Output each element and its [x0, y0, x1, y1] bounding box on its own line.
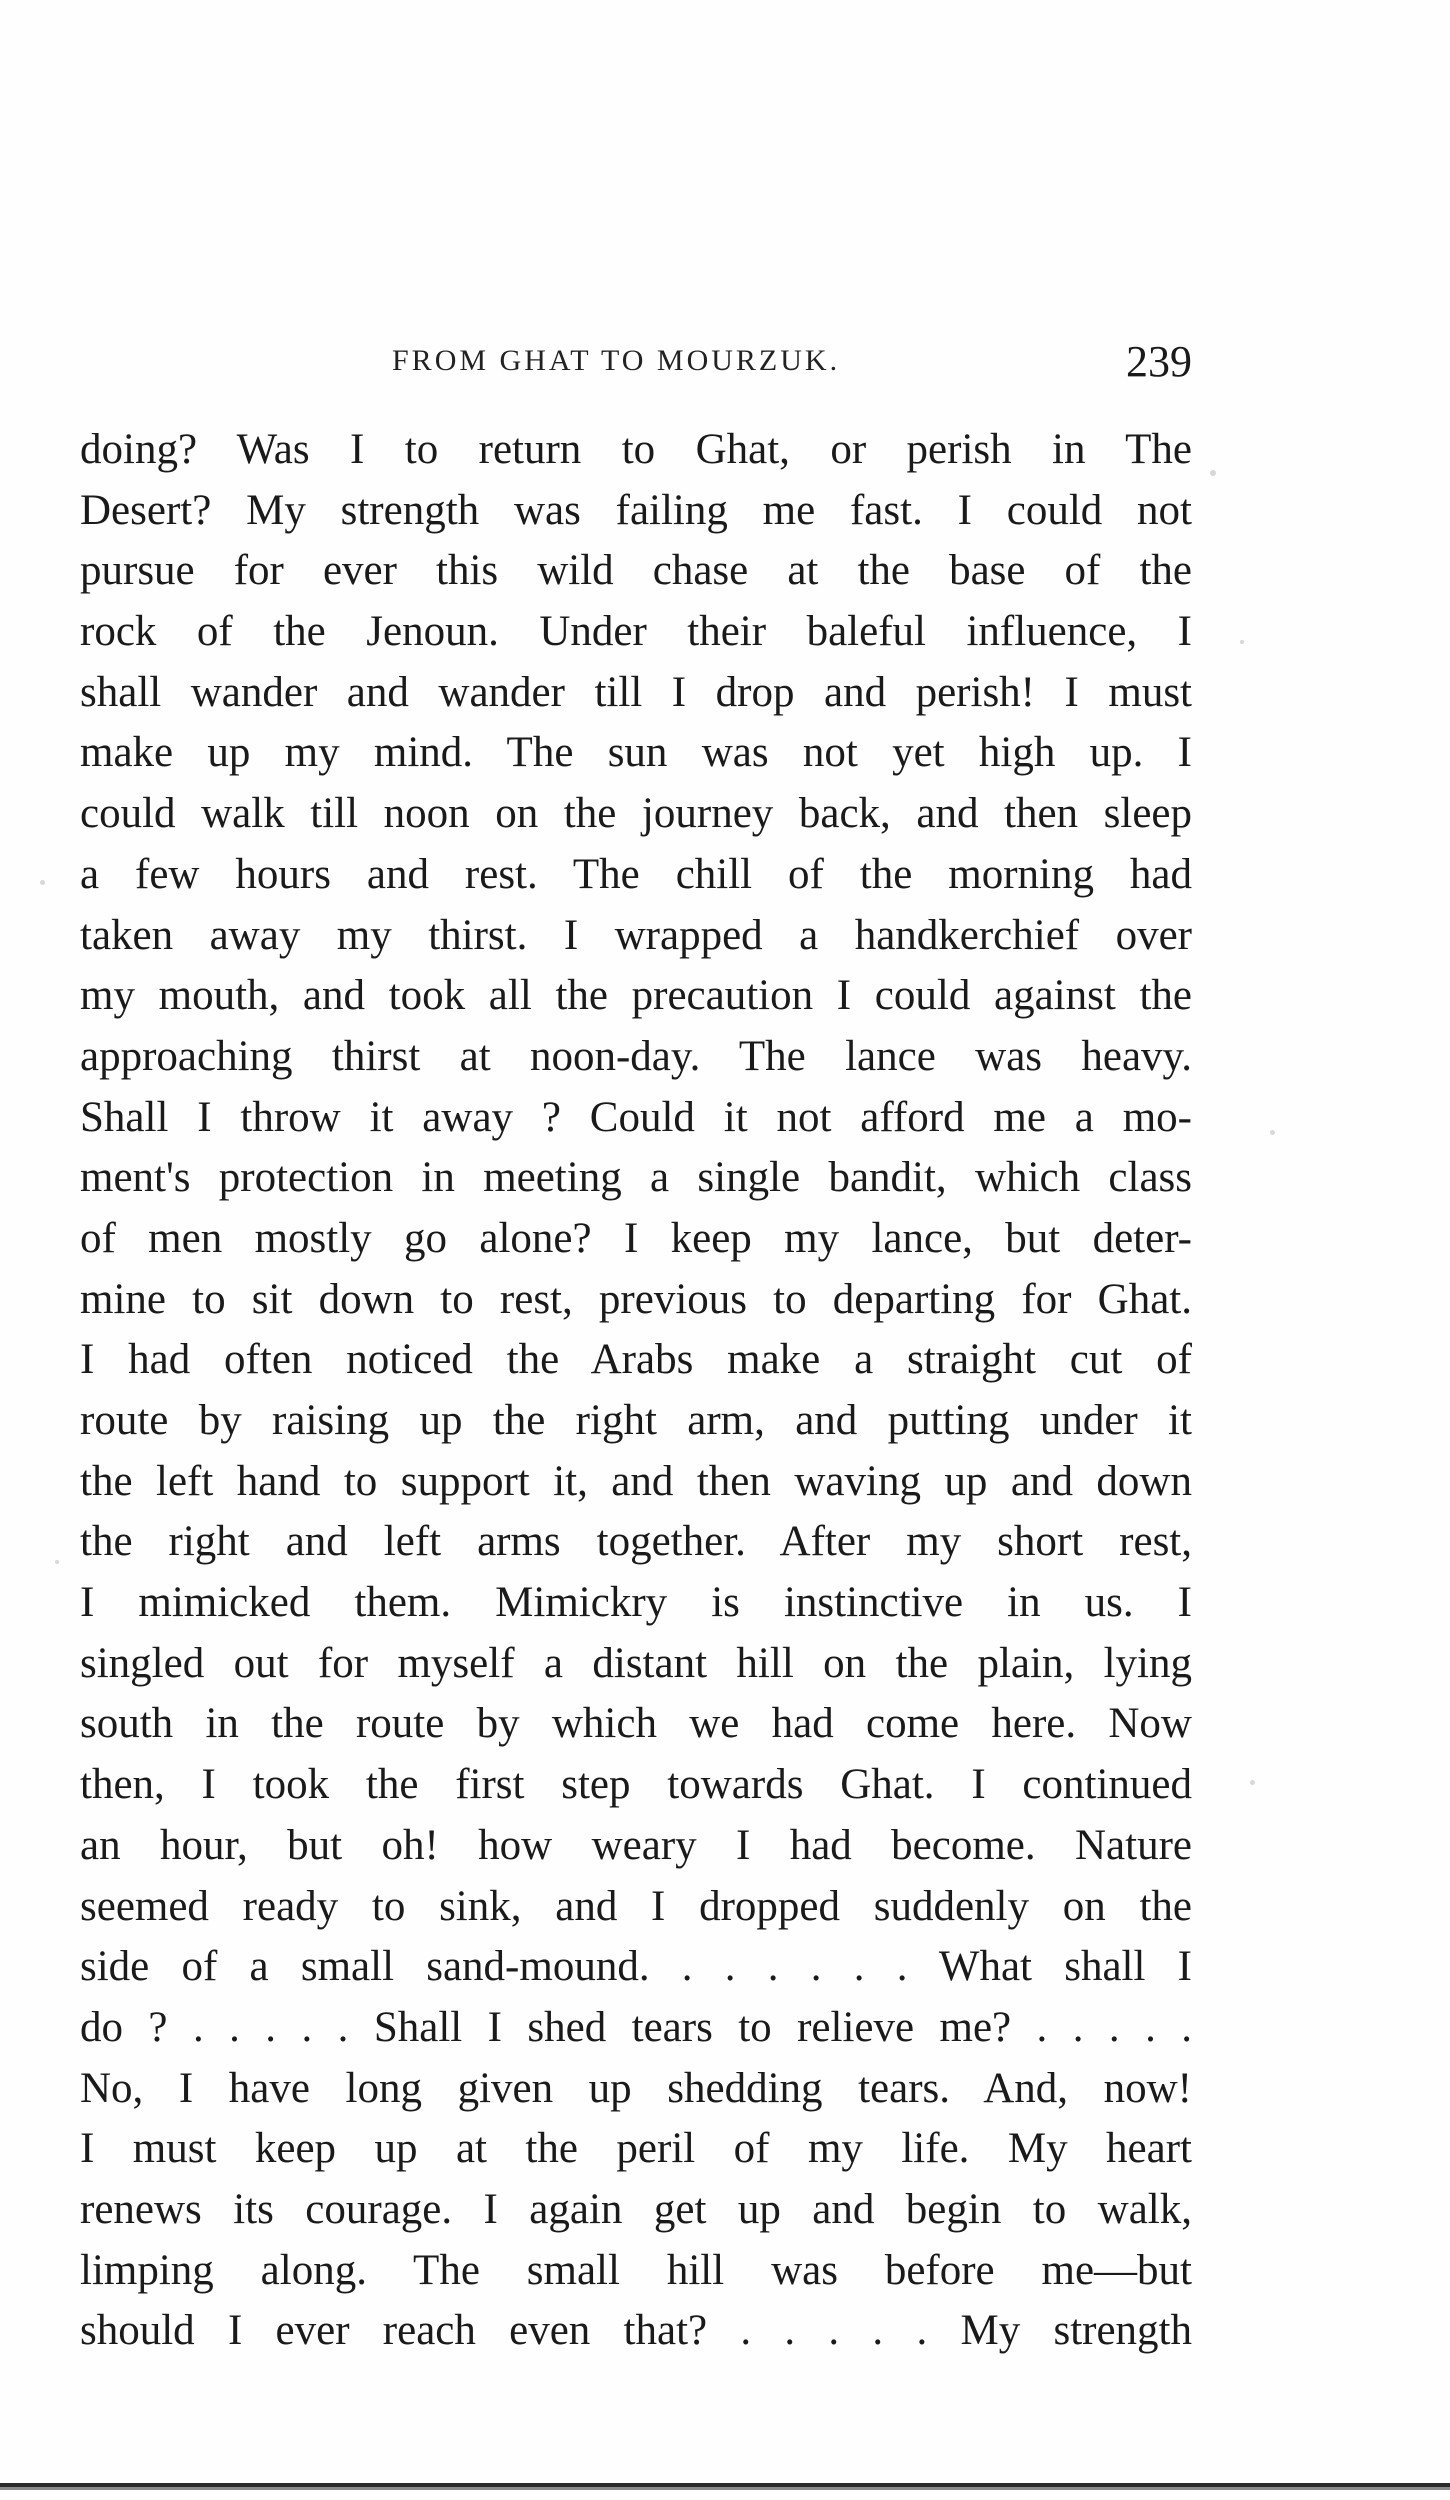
- text-line: a few hours and rest. The chill of the morning had: [80, 850, 1192, 898]
- text-line: Desert? My strength was failing me fast. I could not: [80, 486, 1192, 534]
- text-line: Shall I throw it away ? Could it not afford me a mo-: [80, 1093, 1192, 1141]
- text-line: mine to sit down to rest, previous to departing for Ghat.: [80, 1275, 1192, 1323]
- scan-speckle: [1270, 1130, 1275, 1135]
- text-line: then, I took the first step towards Ghat. I continued: [80, 1761, 1192, 1809]
- page-number: 239: [1126, 337, 1192, 386]
- text-line: I mimicked them. Mimickry is instinctive in us. I: [80, 1579, 1192, 1627]
- bottom-edge-shadow: [0, 2487, 1450, 2490]
- text-line: renews its courage. I again get up and begin to walk,: [80, 2185, 1192, 2233]
- text-line: could walk till noon on the journey back, and then sleep: [80, 790, 1192, 838]
- page-header: [392, 336, 1192, 396]
- running-head: FROM GHAT TO MOURZUK.: [392, 344, 841, 377]
- text-line: make up my mind. The sun was not yet high up. I: [80, 729, 1192, 777]
- text-line: do ? . . . . . Shall I shed tears to relieve me? . . . . .: [80, 2003, 1192, 2051]
- text-line: ment's protection in meeting a single bandit, which class: [80, 1154, 1192, 1202]
- body-text: [80, 420, 1192, 2362]
- text-line: singled out for myself a distant hill on the plain, lying: [80, 1639, 1192, 1687]
- scan-speckle: [1240, 640, 1244, 644]
- text-line: side of a small sand-mound. . . . . . . What shall I: [80, 1943, 1192, 1991]
- scan-speckle: [55, 1560, 59, 1564]
- text-line: shall wander and wander till I drop and perish! I must: [80, 668, 1192, 716]
- text-line: my mouth, and took all the precaution I could against the: [80, 972, 1192, 1020]
- text-line: an hour, but oh! how weary I had become. Nature: [80, 1821, 1192, 1869]
- text-line: route by raising up the right arm, and putting under it: [80, 1397, 1192, 1444]
- scan-speckle: [40, 880, 45, 885]
- scan-speckle: [1250, 1780, 1255, 1785]
- text-line: No, I have long given up shedding tears. And, now!: [80, 2064, 1192, 2112]
- text-line: taken away my thirst. I wrapped a handkerchief over: [80, 911, 1192, 959]
- text-line: pursue for ever this wild chase at the base of the: [80, 547, 1192, 595]
- text-line: rock of the Jenoun. Under their baleful influence, I: [80, 608, 1192, 656]
- text-line: of men mostly go alone? I keep my lance, but deter-: [80, 1214, 1192, 1262]
- text-line: seemed ready to sink, and I dropped suddenly on the: [80, 1882, 1192, 1930]
- text-line: limping along. The small hill was before me—but: [80, 2246, 1192, 2294]
- text-line: the left hand to support it, and then waving up and down: [80, 1457, 1192, 1505]
- text-line: approaching thirst at noon-day. The lance was heavy.: [80, 1032, 1192, 1080]
- text-line: south in the route by which we had come here. Now: [80, 1700, 1192, 1748]
- text-line: should I ever reach even that? . . . . . My strength: [80, 2307, 1192, 2355]
- scan-speckle: [1210, 470, 1216, 476]
- text-line: doing? Was I to return to Ghat, or perish in The: [80, 426, 1192, 473]
- text-line: the right and left arms together. After my short rest,: [80, 1518, 1192, 1566]
- text-line: I must keep up at the peril of my life. My heart: [80, 2125, 1192, 2173]
- text-line: I had often noticed the Arabs make a straight cut of: [80, 1336, 1192, 1384]
